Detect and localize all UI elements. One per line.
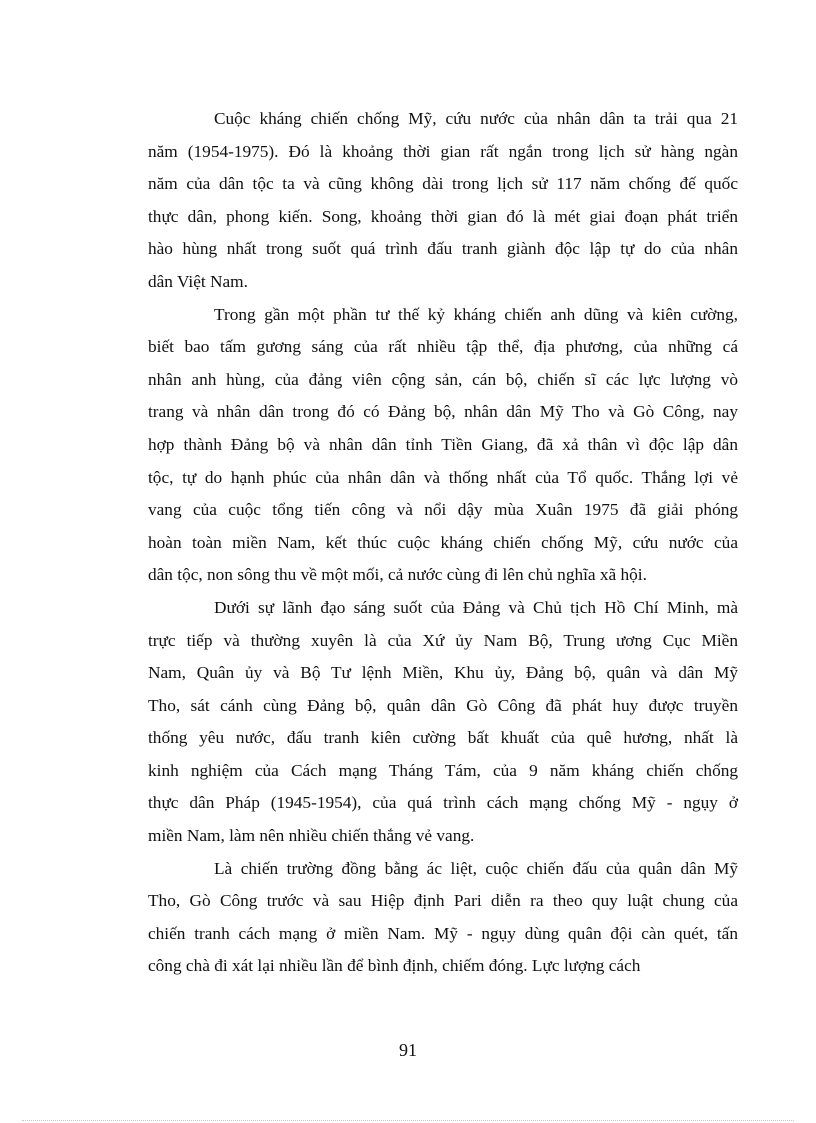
text-line: trang và nhân dân trong đó có Đảng bộ, nhân dân Mỹ Tho và Gò Công, nay	[148, 402, 738, 422]
text-line: vang của cuộc tổng tiến công và nổi dậy mùa Xuân 1975 đã giải phóng	[148, 500, 738, 520]
text-line: Trong gần một phần tư thế kỷ kháng chiến anh dũng và kiên cường,	[214, 304, 738, 324]
text-line: Nam, Quân ủy và Bộ Tư lệnh Miền, Khu ủy, Đảng bộ, quân và dân Mỹ	[148, 663, 738, 683]
text-line: hào hùng nhất trong suốt quá trình đấu tranh giành độc lập tự do của nhân	[148, 239, 738, 259]
paragraph-2	[148, 299, 738, 592]
text-line: kinh nghiệm của Cách mạng Tháng Tám, của 9 năm kháng chiến chống	[148, 760, 738, 780]
text-line: Dưới sự lãnh đạo sáng suốt của Đảng và Chủ tịch Hồ Chí Minh, mà	[214, 597, 738, 617]
text-line: dân Việt Nam.	[148, 271, 248, 291]
text-line: biết bao tấm gương sáng của rất nhiều tập thể, địa phương, của những cá	[148, 337, 738, 357]
page-number: 91	[399, 1040, 417, 1060]
footer-divider	[22, 1120, 794, 1121]
text-line: công chà đi xát lại nhiều lần để bình định, chiếm đóng. Lực lượng cách	[148, 956, 641, 976]
paragraph-4	[148, 853, 738, 983]
text-line: trực tiếp và thường xuyên là của Xứ ủy Nam Bộ, Trung ương Cục Miền	[148, 630, 738, 650]
paragraph-3	[148, 592, 738, 853]
paragraph-1	[148, 103, 738, 299]
text-line: năm của dân tộc ta và cũng không dài trong lịch sử 117 năm chống đế quốc	[148, 174, 738, 194]
text-line: chiến tranh cách mạng ở miền Nam. Mỹ - ngụy dùng quân đội càn quét, tấn	[148, 923, 738, 943]
text-line: thực dân, phong kiến. Song, khoảng thời gian đó là mét giai đoạn phát triển	[148, 206, 738, 226]
text-line: Là chiến trường đồng bằng ác liệt, cuộc chiến đấu của quân dân Mỹ	[214, 858, 738, 878]
text-line: dân tộc, non sông thu về một mối, cả nước cùng đi lên chủ nghĩa xã hội.	[148, 565, 647, 585]
text-line: Tho, sát cánh cùng Đảng bộ, quân dân Gò Công đã phát huy được truyền	[148, 695, 738, 715]
text-line: năm (1954-1975). Đó là khoảng thời gian rất ngắn trong lịch sử hàng ngàn	[148, 141, 738, 161]
text-line: hoàn toàn miền Nam, kết thúc cuộc kháng chiến chống Mỹ, cứu nước của	[148, 532, 738, 552]
text-line: thực dân Pháp (1945-1954), của quá trình cách mạng chống Mỹ - ngụy ở	[148, 793, 738, 813]
text-line: miền Nam, làm nên nhiều chiến thắng vẻ vang.	[148, 826, 475, 846]
text-line: tộc, tự do hạnh phúc của nhân dân và thống nhất của Tổ quốc. Thắng lợi vẻ	[148, 467, 738, 487]
text-line: Tho, Gò Công trước và sau Hiệp định Pari diễn ra theo quy luật chung của	[148, 891, 738, 911]
text-line: thống yêu nước, đấu tranh kiên cường bất khuất của quê hương, nhất là	[148, 728, 738, 748]
text-line: nhân anh hùng, của đảng viên cộng sản, cán bộ, chiến sĩ các lực lượng vò	[148, 369, 738, 389]
document-body	[148, 103, 738, 983]
text-line: hợp thành Đảng bộ và nhân dân tỉnh Tiền Giang, đã xả thân vì độc lập dân	[148, 434, 738, 454]
text-line: Cuộc kháng chiến chống Mỹ, cứu nước của nhân dân ta trải qua 21	[214, 109, 738, 128]
